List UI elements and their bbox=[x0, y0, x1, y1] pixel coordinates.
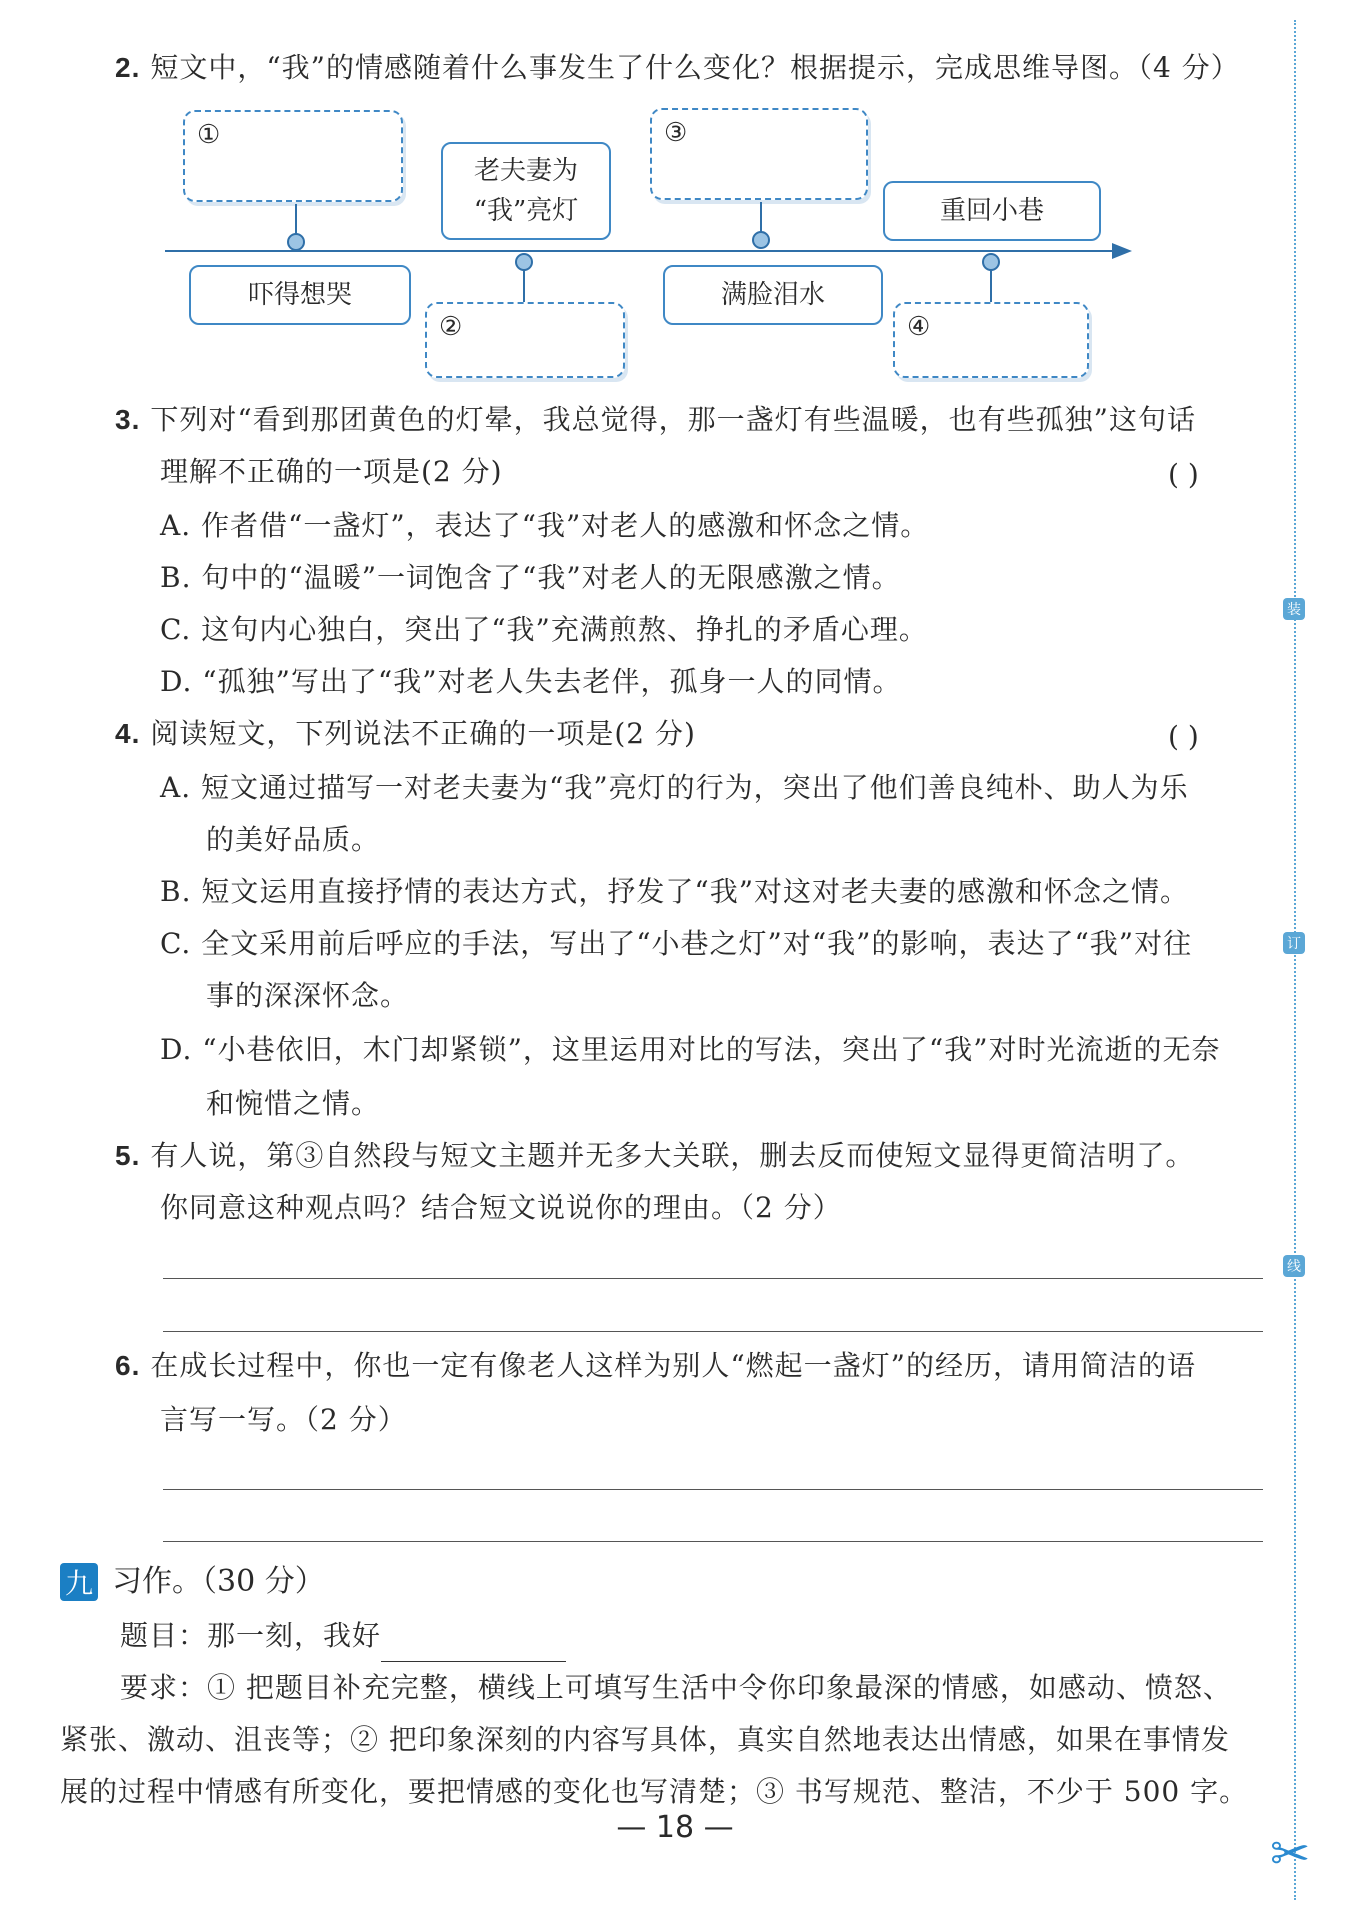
page-number: — 18 — bbox=[616, 1810, 734, 1845]
q4-stem bbox=[115, 708, 696, 760]
side-tag-2: 订 bbox=[1283, 932, 1305, 954]
q4-option-d-1: D. “小巷依旧，木门却紧锁”，这里运用对比的写法，突出了“我”对时光流逝的无奈 bbox=[160, 1033, 1221, 1066]
q4-option-c-1: C. 全文采用前后呼应的手法，写出了“小巷之灯”对“我”的影响，表达了“我”对往 bbox=[160, 927, 1193, 960]
q4-option-a-2: 的美好品质。 bbox=[206, 823, 381, 856]
q5-number: 5. bbox=[115, 1140, 141, 1171]
map-box-return: 重回小巷 bbox=[883, 181, 1101, 241]
q4-number: 4. bbox=[115, 718, 141, 749]
section-9-badge: 九 bbox=[60, 1563, 98, 1601]
q4-option-b: B. 短文运用直接抒情的表达方式，抒发了“我”对这对老夫妻的感激和怀念之情。 bbox=[160, 875, 1190, 908]
map-blank-2[interactable]: ② bbox=[425, 302, 625, 378]
map-blank-3[interactable]: ③ bbox=[650, 108, 868, 200]
q5-stem-line1 bbox=[115, 1130, 1194, 1182]
map-node-2 bbox=[515, 253, 533, 271]
q5-stem-line2: 你同意这种观点吗？结合短文说说你的理由。（2 分） bbox=[160, 1191, 842, 1224]
map-box-light bbox=[441, 142, 611, 240]
q6-number: 6. bbox=[115, 1350, 141, 1381]
essay-req-line1: 要求：① 把题目补充完整，横线上可填写生活中令你印象最深的情感，如感动、愤怒、 bbox=[120, 1671, 1232, 1704]
essay-req-line2: 紧张、激动、沮丧等；② 把印象深刻的内容写具体，真实自然地表达出情感，如果在事情发 bbox=[60, 1723, 1230, 1756]
q6-answer-line-1[interactable] bbox=[163, 1489, 1263, 1490]
map-box-light-line1: 老夫妻为 bbox=[473, 156, 578, 186]
section-9-title: 习作。（30 分） bbox=[112, 1564, 325, 1599]
q2-text: 短文中，“我”的情感随着什么事发生了什么变化？根据提示，完成思维导图。（4 分） bbox=[150, 51, 1240, 84]
q4-answer-bracket[interactable]: ( ) bbox=[1168, 720, 1199, 753]
q5-answer-line-1[interactable] bbox=[163, 1278, 1263, 1279]
map-blank-1[interactable]: ① bbox=[183, 110, 403, 202]
scissors-icon: ✂ bbox=[1270, 1826, 1311, 1882]
q4-option-c-2: 事的深深怀念。 bbox=[206, 979, 410, 1012]
q3-option-d: D. “孤独”写出了“我”对老人失去老伴，孤身一人的同情。 bbox=[160, 665, 902, 698]
q3-stem-line1 bbox=[115, 394, 1196, 446]
essay-req-line3: 展的过程中情感有所变化，要把情感的变化也写清楚；③ 书写规范、整洁，不少于 500 字。 bbox=[60, 1775, 1249, 1808]
q3-number: 3. bbox=[115, 404, 141, 435]
timeline-axis bbox=[0, 0, 1350, 420]
q3-text-1: 下列对“看到那团黄色的灯晕，我总觉得，那一盏灯有些温暖，也有些孤独”这句话 bbox=[150, 403, 1196, 436]
map-node-3 bbox=[752, 231, 770, 249]
map-box-tears: 满脸泪水 bbox=[663, 265, 883, 325]
q6-text-1: 在成长过程中，你也一定有像老人这样为别人“燃起一盏灯”的经历，请用简洁的语 bbox=[150, 1349, 1196, 1382]
q3-stem-line2: 理解不正确的一项是(2 分) bbox=[160, 455, 503, 488]
q5-text-1: 有人说，第③自然段与短文主题并无多大关联，删去反而使短文显得更简洁明了。 bbox=[150, 1139, 1195, 1172]
essay-topic-text: 题目：那一刻，我好 bbox=[120, 1619, 382, 1652]
map-node-1 bbox=[287, 233, 305, 251]
map-box-cry: 吓得想哭 bbox=[189, 265, 411, 325]
q2-number: 2. bbox=[115, 52, 141, 83]
side-tag-3: 线 bbox=[1283, 1255, 1305, 1277]
q3-option-a: A. 作者借“一盏灯”，表达了“我”对老人的感激和怀念之情。 bbox=[160, 509, 930, 542]
q3-option-c: C. 这句内心独白，突出了“我”充满煎熬、挣扎的矛盾心理。 bbox=[160, 613, 928, 646]
map-stem-2 bbox=[523, 270, 525, 304]
map-blank-4[interactable]: ④ bbox=[893, 302, 1089, 378]
map-box-light-line2: “我”亮灯 bbox=[473, 196, 579, 226]
essay-topic bbox=[120, 1610, 566, 1662]
side-tag-1: 装 bbox=[1283, 598, 1305, 620]
q6-stem-line2: 言写一写。（2 分） bbox=[160, 1403, 407, 1436]
q3-answer-bracket[interactable]: ( ) bbox=[1168, 458, 1199, 491]
q4-text: 阅读短文，下列说法不正确的一项是(2 分) bbox=[150, 717, 696, 750]
q6-answer-line-2[interactable] bbox=[163, 1541, 1263, 1542]
map-node-4 bbox=[982, 253, 1000, 271]
essay-topic-blank[interactable] bbox=[381, 1631, 566, 1662]
q3-option-b: B. 句中的“温暖”一词饱含了“我”对老人的无限感激之情。 bbox=[160, 561, 901, 594]
map-stem-4 bbox=[990, 270, 992, 304]
q4-option-a-1: A. 短文通过描写一对老夫妻为“我”亮灯的行为，突出了他们善良纯朴、助人为乐 bbox=[160, 771, 1189, 804]
q5-answer-line-2[interactable] bbox=[163, 1331, 1263, 1332]
q4-option-d-2: 和惋惜之情。 bbox=[206, 1087, 381, 1120]
q6-stem-line1 bbox=[115, 1340, 1196, 1392]
